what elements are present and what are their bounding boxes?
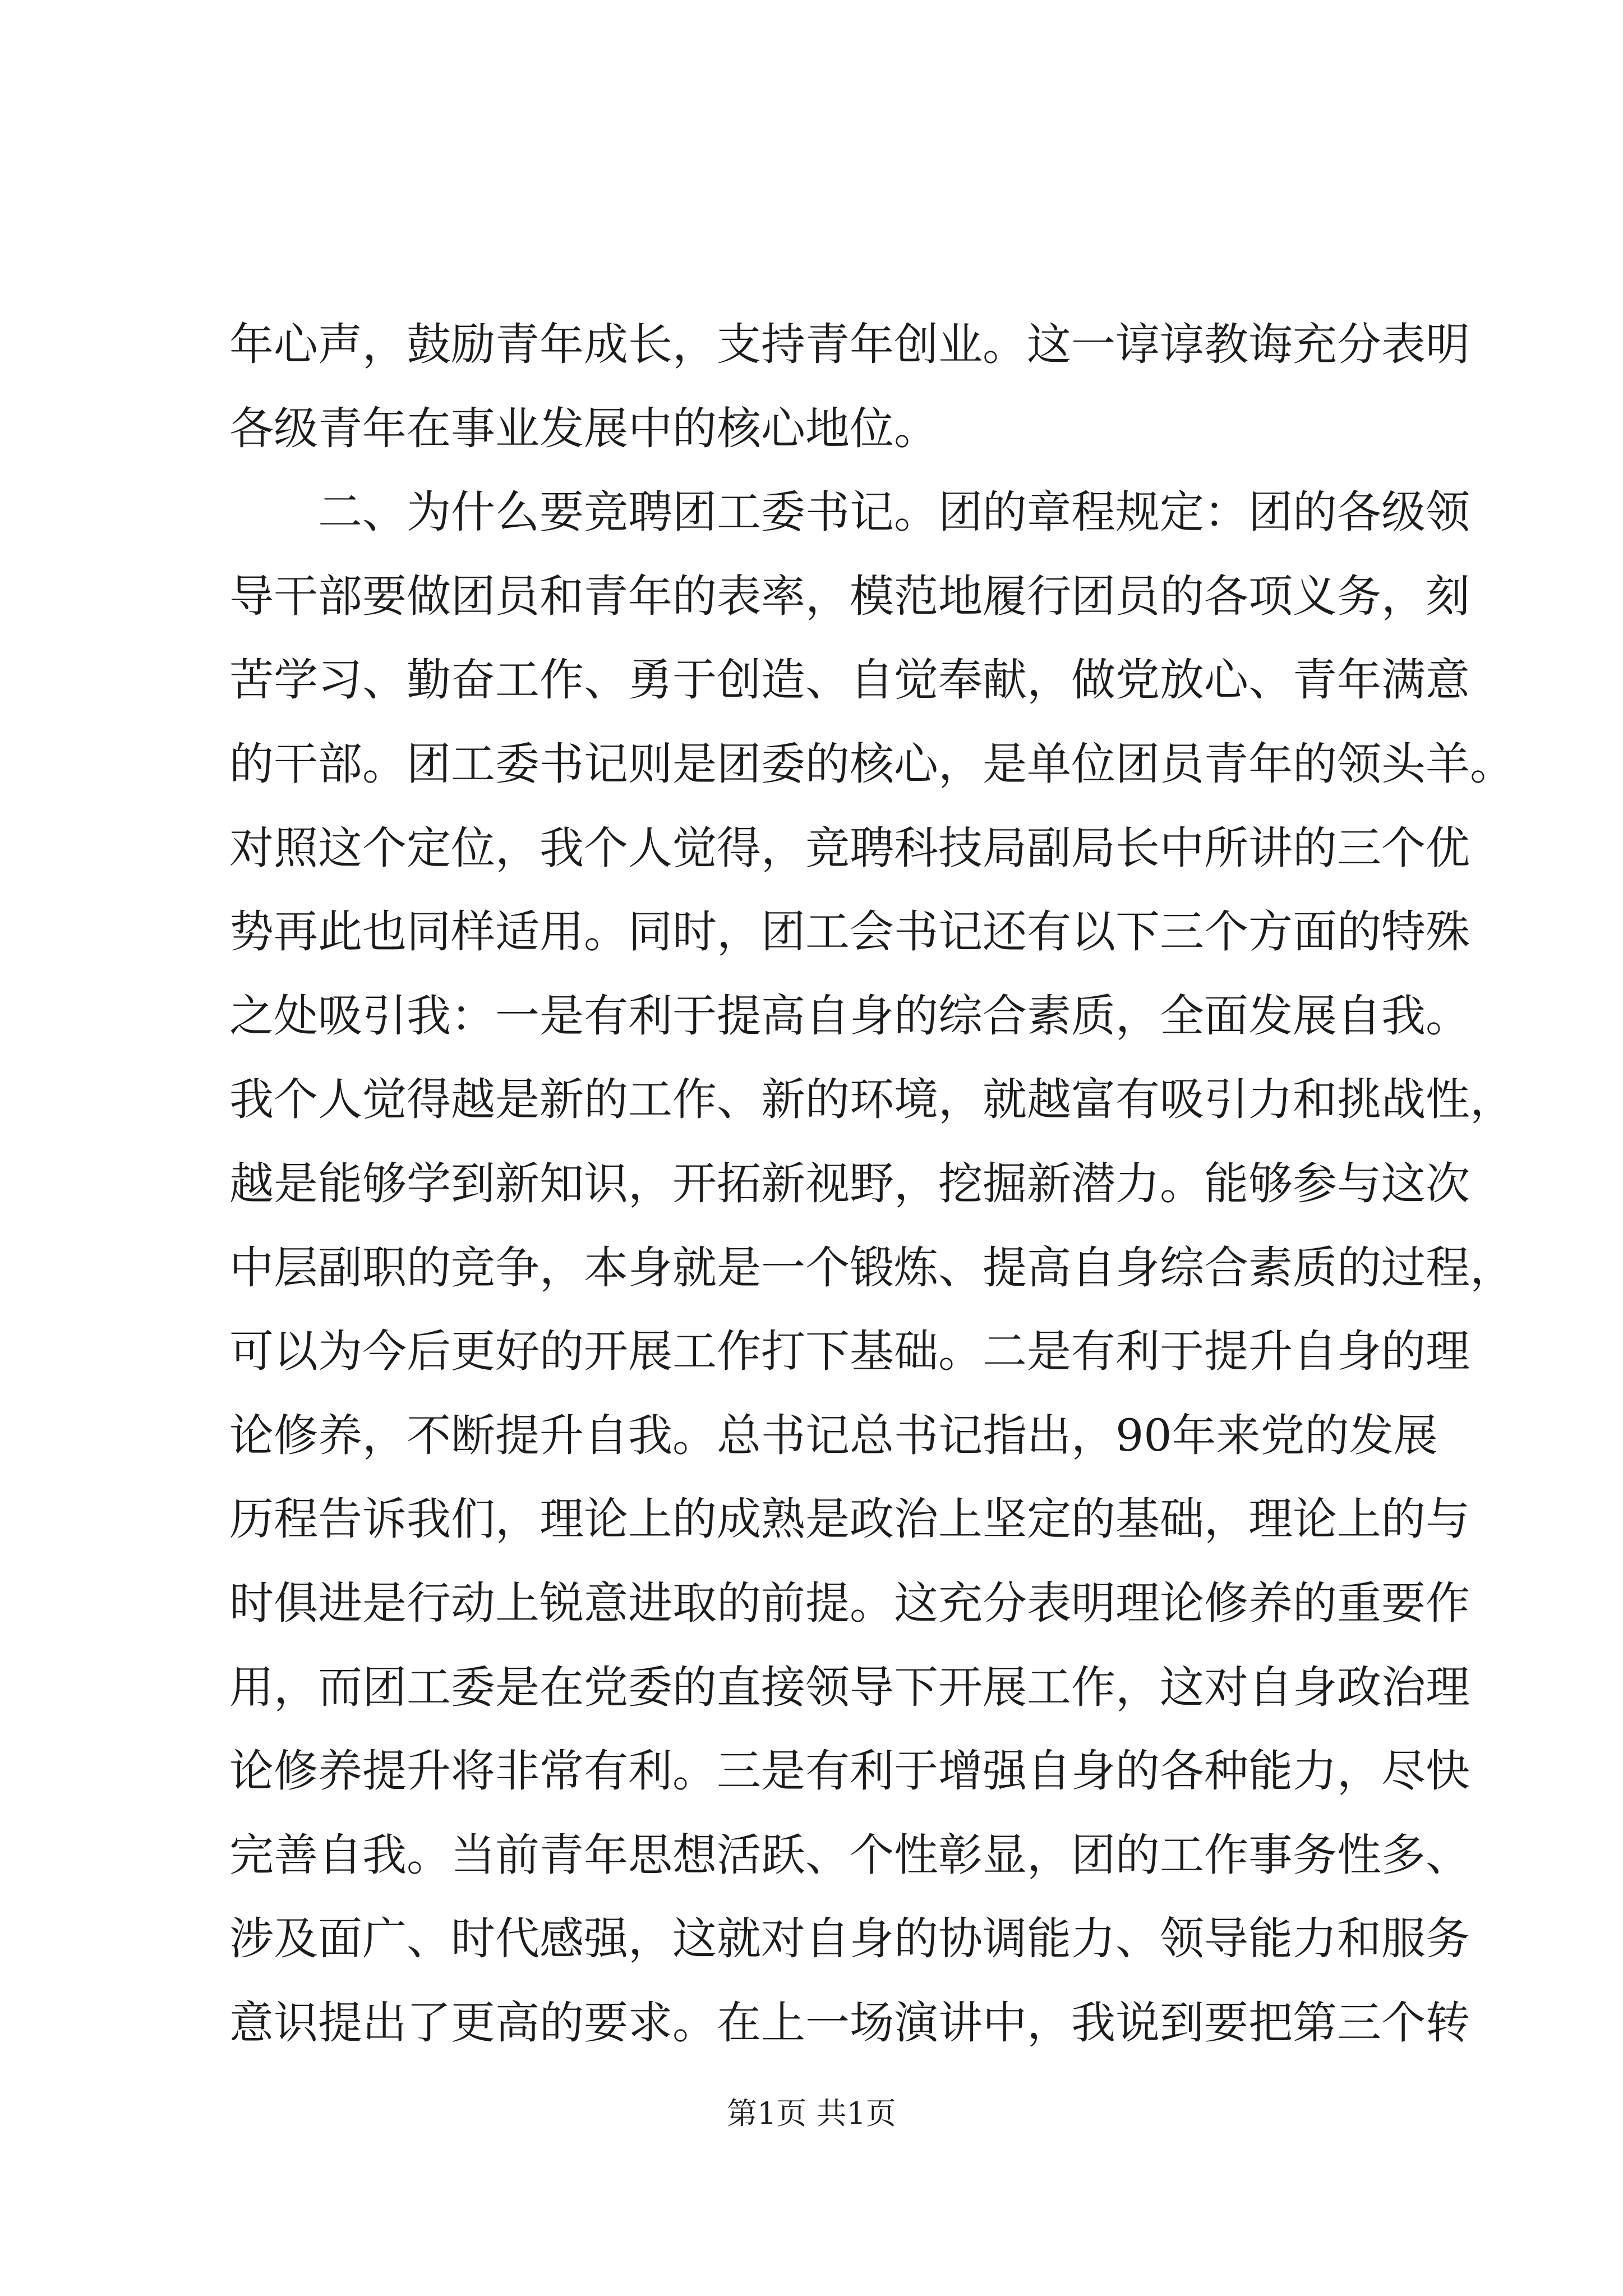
text-line: 论修养，不断提升自我。总书记总书记指出，90年来党的发展 bbox=[229, 1409, 1438, 1461]
text-line: 越是能够学到新知识，开拓新视野，挖掘新潜力。能够参与这次 bbox=[229, 1157, 1470, 1209]
text-line: 中层副职的竞争，本身就是一个锻炼、提高自身综合素质的过程， bbox=[229, 1241, 1514, 1294]
paragraph-start-line: 二、为什么要竞聘团工委书记。团的章程规定：团的各级领 bbox=[318, 486, 1470, 539]
text-line: 论修养提升将非常有利。三是有利于增强自身的各种能力，尽快 bbox=[229, 1745, 1470, 1797]
text-line: 年心声，鼓励青年成长，支持青年创业。这一谆谆教诲充分表明 bbox=[229, 319, 1470, 370]
text-line: 意识提出了更高的要求。在上一场演讲中，我说到要把第三个转 bbox=[229, 1996, 1470, 2049]
text-line: 完善自我。当前青年思想活跃、个性彰显，团的工作事务性多、 bbox=[229, 1829, 1470, 1881]
text-line: 各级青年在事业发展中的核心地位。 bbox=[229, 402, 938, 454]
text-line: 的干部。团工委书记则是团委的核心，是单位团员青年的领头羊。 bbox=[229, 738, 1514, 790]
text-line: 可以为今后更好的开展工作打下基础。二是有利于提升自身的理 bbox=[229, 1326, 1470, 1378]
text-line: 苦学习、勤奋工作、勇于创造、自觉奉献，做党放心、青年满意 bbox=[229, 654, 1470, 706]
page-footer: 第1页 共1页 bbox=[727, 2096, 896, 2131]
text-line: 导干部要做团员和青年的表率，模范地履行团员的各项义务，刻 bbox=[229, 570, 1470, 622]
document-body bbox=[229, 303, 1514, 2065]
text-line: 历程告诉我们，理论上的成熟是政治上坚定的基础，理论上的与 bbox=[229, 1493, 1470, 1545]
text-line: 用，而团工委是在党委的直接领导下开展工作，这对自身政治理 bbox=[229, 1661, 1470, 1713]
text-line: 势再此也同样适用。同时，团工会书记还有以下三个方面的特殊 bbox=[229, 906, 1470, 958]
text-line: 时俱进是行动上锐意进取的前提。这充分表明理论修养的重要作 bbox=[229, 1577, 1470, 1629]
text-line: 之处吸引我：一是有利于提高自身的综合素质，全面发展自我。 bbox=[229, 990, 1470, 1042]
text-line: 涉及面广、时代感强，这就对自身的协调能力、领导能力和服务 bbox=[229, 1913, 1470, 1965]
text-line: 对照这个定位，我个人觉得，竞聘科技局副局长中所讲的三个优 bbox=[229, 822, 1470, 874]
text-line: 我个人觉得越是新的工作、新的环境，就越富有吸引力和挑战性， bbox=[229, 1074, 1514, 1126]
